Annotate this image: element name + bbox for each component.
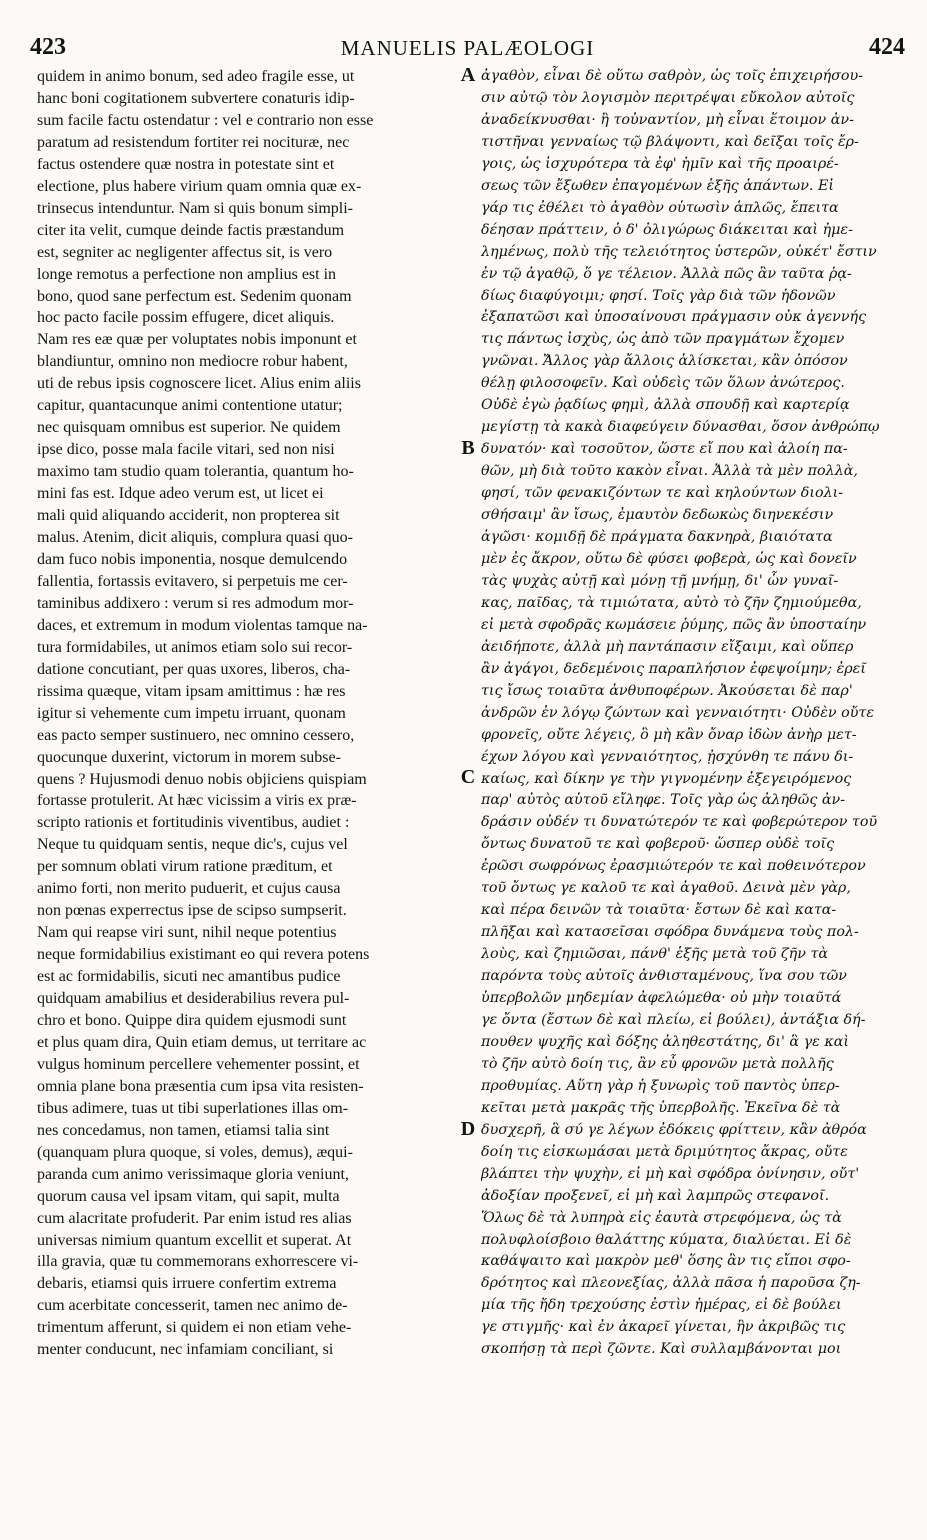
text-line: Neque tu quidquam sentis, neque dic's, cujus vel: [37, 836, 348, 854]
text-line: μὲν ἐς ἄκρον, οὕτω δὲ φύσει φοβερὰ, ὡς καὶ δονεῖν: [481, 550, 857, 567]
text-line: datione concutiant, per quas uxores, liberos, cha-: [37, 660, 351, 678]
text-line: βλάπτει τὴν ψυχὴν, εἰ μὴ καὶ σφόδρα ὀνίνησιν, οὔτ': [481, 1165, 860, 1182]
text-line: capitur, quantacunque animi contentione utatur;: [37, 397, 343, 415]
text-line: nes concedamus, non tamen, etiamsi talia sint: [37, 1121, 330, 1139]
text-line: γοις, ὡς ἰσχυρότερα τὰ ἐφ' ἡμῖν καὶ τῆς προαιρέ-: [481, 155, 839, 172]
text-line: et plus quam dira, Quin etiam demus, ut territare ac: [37, 1033, 367, 1051]
greek-column: [481, 66, 906, 1361]
text-line: γε ὄντα (ἔστων δὲ καὶ πλείω, εἰ βούλει), ἀντάξια δή-: [481, 1011, 866, 1028]
text-line: ἀγαθὸν, εἶναι δὲ οὕτω σαθρὸν, ὡς τοῖς ἐπιχειρήσου-: [481, 68, 864, 84]
text-line: λοὺς, καὶ ζημιῶσαι, πάνθ' ἑξῆς μετὰ τοῦ ζῆν τὰ: [481, 946, 829, 963]
text-line: nec quisquam omnibus est superior. Ne quidem: [37, 419, 341, 437]
text-line: θέλῃ φιλοσοφεῖν. Καὶ οὐδεὶς τῶν ὅλων ἀνώτερος.: [481, 375, 845, 392]
text-line: τιστῆναι γενναίως τῷ βλάψοντι, καὶ δεῖξαι τοῖς ἔρ-: [481, 133, 859, 150]
text-line: ὑπερβολῶν μηδεμίαν ἀφελώμεθα· οὐ μὴν τοιαῦτά: [481, 990, 842, 1007]
text-line: per somnum oblati virum ratione præditum, et: [37, 858, 333, 876]
text-line: quidem in animo bonum, sed adeo fragile esse, ut: [37, 68, 355, 85]
text-line: δυσχερῆ, ἃ σύ γε λέγων ἐδόκεις φρίττειν, κἂν ἀθρόα: [481, 1121, 867, 1138]
text-line: μεγίστῃ τὰ κακὰ διαφεύγειν δύνασθαι, ὅσον ἀνθρώπῳ: [481, 419, 880, 436]
text-line: δρότητος καὶ πλεονεξίας, ἀλλὰ πᾶσα ἡ παροῦσα ζη-: [481, 1275, 861, 1292]
text-line: maximo tam studio quam tolerantia, quantum ho-: [37, 463, 354, 481]
text-line: ἀδοξίαν προξενεῖ, εἰ μὴ καὶ λαμπρῶς στεφανοῖ.: [481, 1187, 830, 1204]
text-line: δέησαν πράττειν, ὁ δ' ὀλιγώρως διάκειται καὶ ἠμε-: [481, 221, 853, 238]
running-header: [30, 34, 905, 64]
text-line: προθυμίας. Αὕτη γὰρ ἡ ξυνωρὶς τοῦ παντὸς ὑπερ-: [481, 1077, 840, 1094]
text-line: έχων λόγου καὶ γενναιότητος, ᾐσχύνθη τε πάνυ δι-: [481, 748, 854, 765]
text-line: γε στιγμῆς· καὶ ἐν ἀκαρεῖ γίνεται, ἣν ἀκριβῶς τις: [481, 1319, 846, 1336]
text-line: neque formidabilius existimant eo qui revera potens: [37, 946, 370, 964]
latin-column: [37, 66, 457, 1361]
text-line: ἐρῶσι σωφρόνως ἐρασμιώτερόν τε καὶ ποθεινότερον: [481, 858, 866, 875]
text-line: menter conducunt, nec infamiam conciliant, si: [37, 1341, 334, 1359]
text-line: uti de rebus ipsis cognoscere licet. Alius enim aliis: [37, 375, 361, 393]
text-line: ἀγῶσι· κομιδῇ δὲ πράγματα δακνηρὰ, βιαιότατα: [481, 529, 833, 546]
text-line: citer ita velit, cumque deinde factis præstandum: [37, 221, 345, 239]
text-line: est ac formidabilis, sicuti nec amantibus pudice: [37, 968, 341, 986]
text-line: quocunque duxerint, victorum in morem subse-: [37, 748, 341, 766]
text-line: πλῆξαι καὶ κατασεῖσαι σφόδρα δυνάμενα τοὺς πολ-: [481, 924, 859, 941]
text-line: taminibus addixero : verum si res admodum mor-: [37, 594, 354, 612]
text-line: quidquam amabilius et desiderabilius revera pul-: [37, 990, 350, 1008]
text-line: τοῦ ὄντως γε καλοῦ τε καὶ ἀγαθοῦ. Δεινὰ μὲν γὰρ,: [481, 880, 851, 897]
text-line: trimentum afferunt, si quidem ei non etiam vehe-: [37, 1319, 352, 1337]
text-line: ipse dico, posse mala facile vitari, sed non nisi: [37, 441, 335, 459]
text-line: est, segniter ac negligenter affectus sit, is vero: [37, 243, 333, 261]
text-line: animo forti, non merito puduerit, et cujus causa: [37, 880, 341, 898]
text-line: σιν αὐτῷ τὸν λογισμὸν περιτρέψαι εὔκολον αὐτοῖς: [481, 89, 855, 106]
text-line: ἐξαπατῶσι καὶ ὑποσαίνουσι πράγμασιν οὐκ ἀγεννής: [481, 309, 867, 326]
text-line: γνῶναι. Ἄλλος γὰρ ἄλλοις ἁλίσκεται, κἂν ὁπόσον: [481, 353, 848, 370]
text-line: εἰ μετὰ σφοδρᾶς κωμάσειε ῥύμης, πῶς ἂν ὑποσταίην: [481, 616, 867, 633]
text-line: Nam res eæ quæ per voluptates nobis imponunt et: [37, 331, 357, 349]
text-line: paratum ad resistendum fortiter rei nocituræ, nec: [37, 133, 350, 151]
text-line: καθάψαιτο καὶ μακρὸν μεθ' ὅσης ἂν τις εἴποι σφο-: [481, 1253, 851, 1270]
text-line: illa gravia, quæ tu commemorans exhorrescere vi-: [37, 1253, 359, 1271]
text-line: ὄντως δυνατοῦ τε καὶ φοβεροῦ· ὥσπερ οὐδὲ τοῖς: [481, 836, 835, 853]
text-line: ἀνδρῶν ἐν λόγῳ ζώντων καὶ γενναιότητι· Οὐδὲν οὔτε: [481, 704, 875, 721]
text-line: chro et bono. Quippe dira quidem ejusmodi sunt: [37, 1011, 347, 1029]
text-line: σκοπήσῃ τὰ περὶ ζῶντε. Καὶ συλλαμβάνονται μοι: [481, 1341, 842, 1358]
section-marker: B: [461, 437, 475, 460]
page-number-left: 423: [30, 34, 66, 60]
text-line: universas nimium quantum excellit et superat. At: [37, 1231, 352, 1249]
text-line: blandiuntur, omnino non mediocre robur habent,: [37, 353, 348, 371]
text-line: hanc boni cogitationem subvertere conaturis idip-: [37, 89, 355, 107]
running-title: MANUELIS PALÆOLOGI: [340, 36, 595, 60]
text-line: electione, plus habere virium quam omnia quæ ex-: [37, 177, 362, 195]
text-line: tibus adimere, tuas ut tibi superlationes illas om-: [37, 1099, 349, 1117]
text-line: μία τῆς ἤδη τρεχούσης ἐστὶν ἡμέρας, εἰ δὲ βούλει: [481, 1297, 842, 1314]
text-line: dam fuco nobis imponentia, nosque demulcendo: [37, 550, 348, 568]
text-line: δίως διαφύγοιμι; φησί. Τοῖς γὰρ διὰ τῶν ἡδονῶν: [481, 287, 836, 304]
text-line: (quanquam plura quoque, si voles, demus), æqui-: [37, 1143, 353, 1161]
text-line: τις πάντως ἰσχὺς, ὡς ἀπὸ τῶν πραγμάτων ἔχομεν: [481, 331, 845, 348]
section-marker: D: [460, 1117, 476, 1140]
text-line: φησί, τῶν φενακιζόντων τε καὶ κηλούντων διολι-: [481, 485, 844, 502]
text-line: fallentia, fortassis evitavero, si perpetuis me cer-: [37, 572, 348, 590]
text-line: φρονεῖς, οὔτε λέγεις, ὃ μὴ κἂν ὄναρ ἰδὼν ἀνὴρ μετ-: [481, 726, 857, 743]
section-marker: A: [460, 64, 476, 86]
text-line: δράσιν οὐδέν τι δυνατώτερόν τε καὶ φοβερώτερον τοῦ: [481, 814, 878, 831]
text-line: mali quid aliquando acciderit, non propterea sit: [37, 507, 340, 525]
text-line: vulgus hominum percellere vehementer possint, et: [37, 1055, 360, 1073]
text-line: πουθεν ψυχῆς καὶ δόξης ἀληθεστάτης, δι' ἃ γε καὶ: [481, 1033, 850, 1050]
text-line: rissima quæque, vitam ipsam amittimus : hæ res: [37, 682, 346, 700]
text-line: Nam qui reapse viri sunt, nihil neque potentius: [37, 924, 337, 942]
text-line: πολυφλοίσβοιο θαλάττης κύματα, διαλύεται. Εἰ δὲ: [481, 1231, 852, 1248]
text-line: κας, παῖδας, τὰ τιμιώτατα, αὐτὸ τὸ ζῆν ζημιούμεθα,: [481, 594, 862, 611]
text-line: δοίη τις εἰσκωμάσαι μετὰ δριμύτητος ἄκρας, οὔτε: [481, 1143, 848, 1160]
text-line: τὸ ζῆν αὐτὸ δοίη τις, ἂν εὖ φρονῶν μετὰ πολλῆς: [481, 1055, 834, 1072]
text-line: quorum causa vel ipsam vitam, qui sapit, multa: [37, 1187, 340, 1205]
text-line: non pœnas experrectus ipse de scipso sumpserit.: [37, 902, 347, 920]
text-line: eas pacto semper sustinuero, nec omnino cessero,: [37, 726, 355, 744]
text-line: σθήσαιμ' ἂν ἴσως, ἐμαυτὸν δεδωκὼς διηνεκέσιν: [481, 507, 834, 524]
text-line: ἂν ἀγάγοι, δεδεμένοις παραπλήσιον ἐφεψοίμην; ἐρεῖ: [481, 660, 866, 677]
section-marker: C: [460, 766, 476, 789]
text-line: cum alacritate profuderit. Par enim istud res alias: [37, 1209, 352, 1227]
text-line: ἐν τῷ ἀγαθῷ, ὅ γε τέλειον. Ἀλλὰ πῶς ἂν ταῦτα ῥᾳ-: [481, 265, 852, 282]
text-line: σεως τῶν ἔξωθεν ἐπαγομένων ἑξῆς ἁπάντων. Εἰ: [481, 177, 835, 194]
text-line: tura formidabiles, ut animos etiam solo sui recor-: [37, 638, 353, 656]
text-line: παρ' αὐτὸς αὑτοῦ εἴληφε. Τοῖς γὰρ ὡς ἀληθῶς ἀν-: [481, 792, 846, 809]
text-line: ἀειδήποτε, ἀλλὰ μὴ παντάπασιν εἴξαιμι, καὶ οὕπερ: [481, 638, 854, 655]
text-line: bono, quod sane perfectum est. Sedenim quonam: [37, 287, 352, 305]
text-line: κεῖται μετὰ μακρᾶς τῆς ὑπερβολῆς. Ἐκεῖνα δὲ τὰ: [481, 1099, 841, 1116]
text-line: sum facile factu ostendatur : vel e contrario non esse: [37, 111, 374, 129]
text-line: καίως, καὶ δίκην γε τὴν γιγνομένην ἐξεγειρόμενος: [481, 770, 852, 787]
text-line: factus ostendere quæ nostra in potestate sint et: [37, 155, 335, 173]
text-line: daces, et extremum in modum violentas tamque na-: [37, 616, 368, 634]
text-line: Ὅλως δὲ τὰ λυπηρὰ εἰς ἑαυτὰ στρεφόμενα, ὡς τὰ: [481, 1209, 842, 1226]
text-line: mini fas est. Idque adeo verum est, ut licet ei: [37, 485, 324, 503]
text-line: quens ? Hujusmodi denuo nobis objiciens quispiam: [37, 770, 367, 788]
text-line: γάρ τις ἐθέλει τὸ ἀγαθὸν οὑτωσὶν ἁπλῶς, ἔπειτα: [481, 199, 839, 216]
text-line: cum acerbitate concesserit, tamen nec animo de-: [37, 1297, 348, 1315]
text-line: igitur si vehemente cum impetu irruant, quonam: [37, 704, 346, 722]
text-line: ἀναδείκνυσθαι· ἢ τοὐναντίον, μὴ εἶναι ἕτοιμον ἀν-: [481, 111, 854, 128]
text-line: Οὐδὲ ἐγὼ ῥᾳδίως φημὶ, ἀλλὰ σπουδῇ καὶ καρτερίᾳ: [481, 397, 850, 414]
text-line: scripto rationis et fortitudinis viventibus, audiet :: [37, 814, 350, 832]
text-line: longe remotus a perfectione non amplius est in: [37, 265, 337, 283]
page-number-right: 424: [869, 34, 905, 60]
text-line: debaris, etiamsi quis irruere confertim extrema: [37, 1275, 337, 1293]
text-line: malus. Atenim, dicit aliquis, complura quasi quo-: [37, 529, 353, 547]
text-line: καὶ πέρα δεινῶν τὰ τοιαῦτα· ἔστων δὲ καὶ κατα-: [481, 902, 837, 919]
text-line: θῶν, μὴ διὰ τοῦτο κακὸν εἶναι. Ἀλλὰ τὰ μὲν πολλὰ,: [481, 463, 858, 480]
text-line: τὰς ψυχὰς αὐτῇ καὶ μόνῃ τῇ μνήμῃ, δι' ὧν γυναῖ-: [481, 572, 839, 589]
text-line: trinsecus intenduntur. Nam si quis bonum simpli-: [37, 199, 353, 217]
text-line: fortasse protulerit. At hæc vicissim a viris ex præ-: [37, 792, 357, 810]
text-line: λημένως, πολὺ τῆς τελειότητος ὑστερῶν, οὐκέτ' ἔστιν: [481, 243, 877, 260]
text-line: paranda cum animo verissimaque gloria veniunt,: [37, 1165, 349, 1183]
text-line: παρόντα τοὺς αὐτοῖς ἀνθισταμένους, ἵνα σου τῶν: [481, 968, 847, 985]
text-line: hoc pacto facile possim effugere, dicet aliquis.: [37, 309, 335, 327]
text-line: omnia plane bona præsentia cum ipsa vita resisten-: [37, 1077, 364, 1095]
text-line: δυνατόν· καὶ τοσοῦτον, ὥστε εἴ που καὶ ἁλοίη πα-: [481, 441, 848, 458]
text-line: τις ἴσως τοιαῦτα ἀνθυποφέρων. Ἀκούσεται δὲ παρ': [481, 682, 853, 699]
